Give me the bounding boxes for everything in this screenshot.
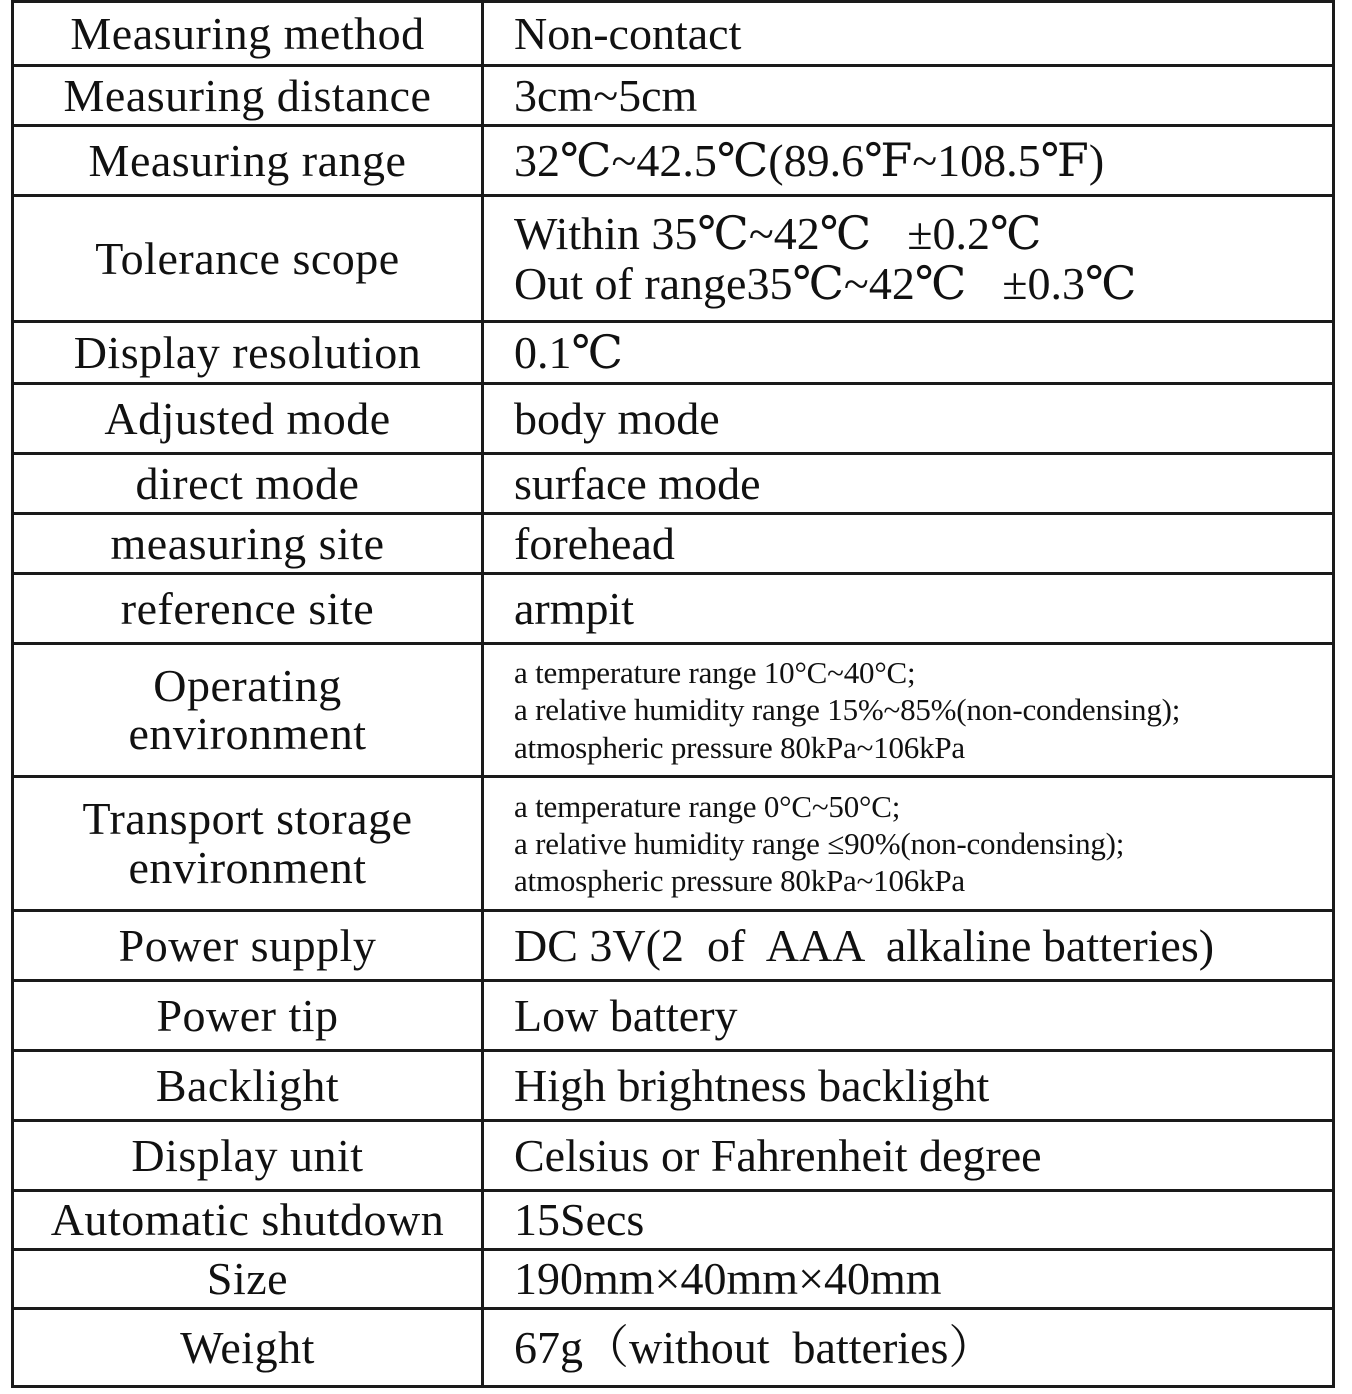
row-value: surface mode <box>483 454 1334 514</box>
tolerance-value-text: ±0.3℃ <box>1002 257 1137 309</box>
table-row <box>13 2 1334 66</box>
row-label: measuring site <box>13 514 483 574</box>
row-value <box>483 196 1334 322</box>
table-row <box>13 322 1334 384</box>
table-row <box>13 1250 1334 1309</box>
row-label: Measuring method <box>13 2 483 66</box>
row-label: Weight <box>13 1309 483 1387</box>
row-label: Display unit <box>13 1121 483 1191</box>
row-label: Power supply <box>13 911 483 981</box>
row-value: armpit <box>483 574 1334 644</box>
table-row <box>13 644 1334 777</box>
row-value: 190mm×40mm×40mm <box>483 1250 1334 1309</box>
row-label: reference site <box>13 574 483 644</box>
tolerance-value-text: ±0.2℃ <box>907 207 1042 259</box>
table-row <box>13 66 1334 126</box>
row-value-line: a relative humidity range ≤90%(non-condensing); <box>514 825 1125 861</box>
row-label: Measuring range <box>13 126 483 196</box>
row-label-line: Operating <box>153 659 342 711</box>
row-label-line: environment <box>128 708 367 759</box>
row-value-line: a temperature range 0°C~50°C; <box>514 788 901 824</box>
row-value: 15Secs <box>483 1191 1334 1250</box>
row-label: Automatic shutdown <box>13 1191 483 1250</box>
row-label: Adjusted mode <box>13 384 483 454</box>
row-value: Celsius or Fahrenheit degree <box>483 1121 1334 1191</box>
row-value: forehead <box>483 514 1334 574</box>
table-row <box>13 981 1334 1051</box>
table-row <box>13 196 1334 322</box>
table-row <box>13 777 1334 911</box>
row-label: Power tip <box>13 981 483 1051</box>
row-label: Size <box>13 1250 483 1309</box>
table-row <box>13 1309 1334 1387</box>
specifications-table <box>11 0 1335 1388</box>
row-label: Display resolution <box>13 322 483 384</box>
tolerance-range-text: Within 35℃~42℃ <box>514 207 872 259</box>
table-row <box>13 454 1334 514</box>
row-value <box>483 644 1334 777</box>
table-row <box>13 1051 1334 1121</box>
row-value: body mode <box>483 384 1334 454</box>
table-row <box>13 1191 1334 1250</box>
row-label: Measuring distance <box>13 66 483 126</box>
row-value-line: atmospheric pressure 80kPa~106kPa <box>514 863 965 899</box>
tolerance-range-text: Out of range35℃~42℃ <box>514 257 967 309</box>
row-value: 3cm~5cm <box>483 66 1334 126</box>
row-value: 32℃~42.5℃(89.6℉~108.5℉) <box>483 126 1334 196</box>
row-label <box>13 777 483 911</box>
row-value: High brightness backlight <box>483 1051 1334 1121</box>
row-value: Low battery <box>483 981 1334 1051</box>
row-value: 0.1℃ <box>483 322 1334 384</box>
row-label-line: environment <box>128 841 367 893</box>
table-row <box>13 126 1334 196</box>
table-row <box>13 1121 1334 1191</box>
row-label-line: Transport storage <box>82 793 413 845</box>
table-row <box>13 514 1334 574</box>
row-label: Backlight <box>13 1051 483 1121</box>
row-value: 67g（without batteries） <box>483 1309 1334 1387</box>
row-value: DC 3V(2 of AAA alkaline batteries) <box>483 911 1334 981</box>
row-label: Tolerance scope <box>13 196 483 322</box>
table-row <box>13 911 1334 981</box>
row-value-line: a temperature range 10°C~40°C; <box>514 655 916 691</box>
row-value <box>483 777 1334 911</box>
table-row <box>13 574 1334 644</box>
row-label <box>13 644 483 777</box>
table-row <box>13 384 1334 454</box>
row-label: direct mode <box>13 454 483 514</box>
row-value-line: a relative humidity range 15%~85%(non-condensing); <box>514 692 1181 728</box>
row-value: Non-contact <box>483 2 1334 66</box>
row-value-line: atmospheric pressure 80kPa~106kPa <box>514 729 965 765</box>
